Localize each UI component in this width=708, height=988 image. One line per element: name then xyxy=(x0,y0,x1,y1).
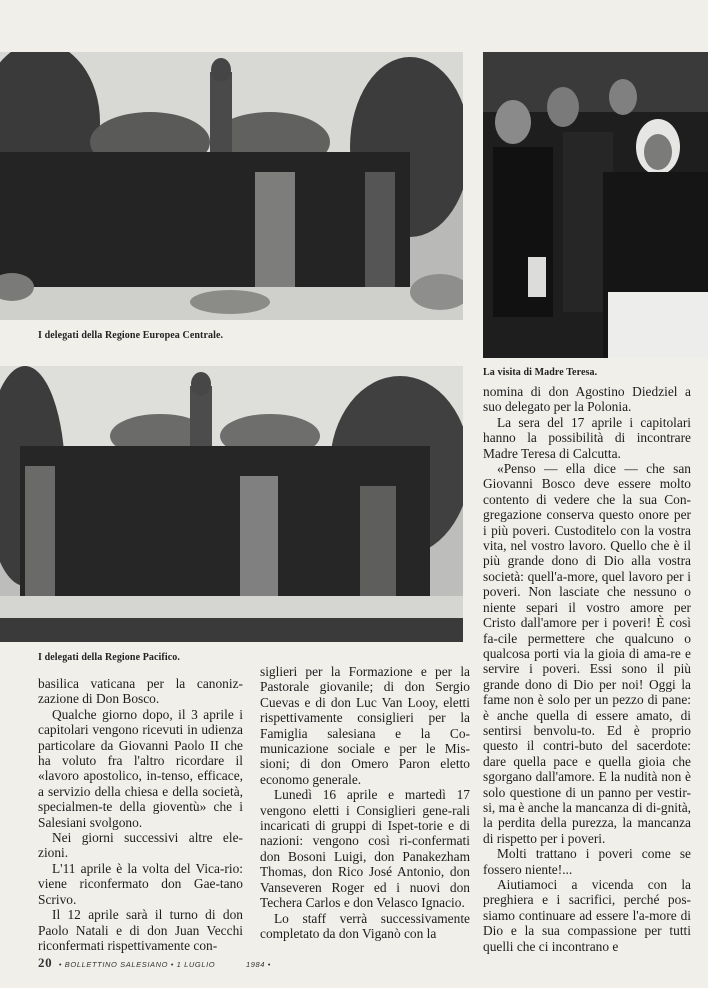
text-column-left xyxy=(38,676,243,953)
page-footer xyxy=(38,955,271,971)
text-column-right xyxy=(483,384,691,954)
page-number: 20 xyxy=(38,955,53,970)
paragraph: Lunedì 16 aprile e martedì 17 vengono eletti i Consiglieri gene-rali incaricati di gruppi di Ispet-torie e di nazioni: vengono così ri-confermati don Bosoni Luigi, don Panakezham Thomas, don Rico José Antonio, don Vanseveren Roger ed i nuovi don Techera Carlos e don Velasco Ignacio. xyxy=(260,787,470,911)
text-column-middle xyxy=(260,664,470,941)
paragraph: Lo staff verrà successivamente completato da don Viganò con la xyxy=(260,910,470,941)
caption-pacific: I delegati della Regione Pacifico. xyxy=(38,652,180,663)
paragraph: Qualche giorno dopo, il 3 aprile i capitolari vengono ricevuti in udienza particolare da Giovanni Paolo II che ha voluto fra l'altro ricordare il «lavoro apostolico, in-tenso, efficace, a servizio della chiesa e della società, specialmen-te della gioventù» che i Salesiani svolgono. xyxy=(38,706,243,830)
paragraph: La sera del 17 aprile i capitolari hanno la possibilità di incontrare Madre Teresa di Calcutta. xyxy=(483,414,691,461)
photo-delegates-central-europe xyxy=(0,52,463,320)
caption-central-europe: I delegati della Regione Europea Centrale. xyxy=(38,330,224,341)
paragraph: nomina di don Agostino Diedziel a suo delegato per la Polonia. xyxy=(483,384,691,415)
photo-mother-teresa-visit xyxy=(483,52,708,358)
publication-year: 1984 • xyxy=(245,960,271,969)
paragraph: Aiutiamoci a vicenda con la preghiera e i sacrifici, perché pos-siamo continuare ad essere l'a-more di Dio e la sua compassione per tutti quelli che ci incontrano e xyxy=(483,877,691,954)
paragraph: Il 12 aprile sarà il turno di don Paolo Natali e di don Juan Vecchi riconfermati rispettivamente con- xyxy=(38,907,243,953)
paragraph: Molti trattano i poveri come se fossero niente!... xyxy=(483,846,691,877)
paragraph: basilica vaticana per la canoniz-zazione di Don Bosco. xyxy=(38,676,243,707)
caption-mother-teresa-visit: La visita di Madre Teresa. xyxy=(483,367,598,378)
paragraph: Nei giorni successivi altre ele-zioni. xyxy=(38,830,243,861)
paragraph: «Penso — ella dice — che san Giovanni Bosco deve essere molto contento di vedere che la sua Con-gregazione conserva questo onore per i più poveri. Custoditelo con la vostra vita, nel vostro lavoro. Quello che è il più grande dono di Dio alla vostra società: quell'a-more, quel lavoro per i poveri. Non lasciate che nessuno o niente separi il vostro amore per Cristo dall'amore per i poveri! È così fa-cile permettere che qualcuno o qualcosa porti via la gioia di ama-re e servire i poveri. Essi sono il più grande dono di Dio per noi! Oggi la fame non è solo per un pezzo di pane: è anche quella di essere amato, di sentirsi benvolu-to. Ed è proprio questo il contri-buto del sacerdote: dare quella pace e quella gioia che sgorgano dall'amore. E la nudità non è solo questione di un panno per vestir-si, ma è anche la mancanza di di-gnità, la perdita della purezza, la mancanza di rispetto per i poveri. xyxy=(483,461,691,846)
paragraph: L'11 aprile è la volta del Vica-rio: viene riconfermato don Gae-tano Scrivo. xyxy=(38,860,243,907)
publication-name: • BOLLETTINO SALESIANO • 1 LUGLIO xyxy=(58,960,216,969)
photo-delegates-pacific xyxy=(0,366,463,642)
paragraph: siglieri per la Formazione e per la Pastorale giovanile; di don Sergio Cuevas e di don Luc Van Looy, eletti rispettivamente consiglieri per la Famiglia salesiana e la Co-municazione sociale e per le Mis-sioni; di don Omero Paron eletto economo generale. xyxy=(260,664,470,787)
